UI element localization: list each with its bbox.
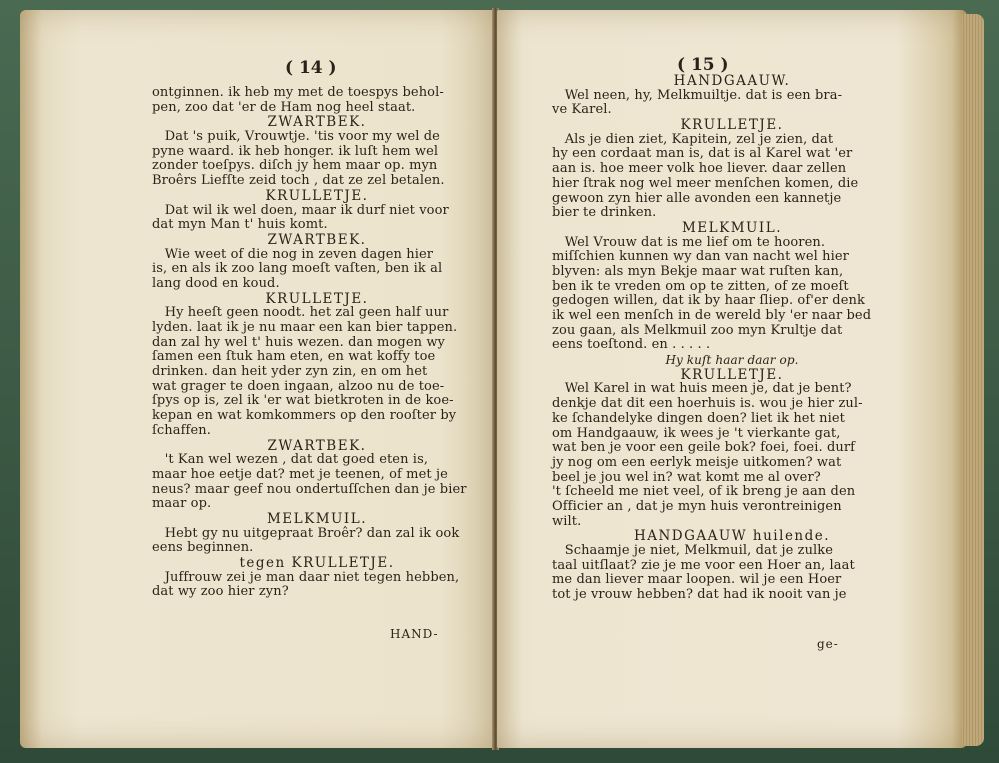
speaker-name: KRULLETJE. [265,290,369,307]
speaker-name: MELKMUIL. [681,219,783,236]
text-line: wat ben je voor een geile bok? foei, foei. durf [552,440,856,456]
text-line: eens beginnen. [152,540,254,556]
catchword-left: HAND- [390,627,439,641]
text-line: 't ſcheeld me niet veel, of ik breng je aan den [552,484,856,500]
text-line: dat myn Man t' huis komt. [152,217,328,233]
text-line: ſpys op is, zel ik 'er wat bietkroten in de koe- [152,393,454,409]
text-line: 't Kan wel wezen , dat dat goed eten is, [152,452,429,468]
text-line: hier ſtrak nog wel meer menſchen komen, die [552,175,859,191]
text-line: neus? maar geef nou ondertuſſchen dan je bier [152,481,467,497]
text-line: dat wy zoo hier zyn? [152,584,289,600]
left-page [20,10,494,748]
text-line: tot je vrouw hebben? dat had ik nooit van je [552,587,847,603]
catchword-right: ge- [817,637,839,651]
text-line: pyne waard. ik heb honger. ik luſt hem wel [152,143,439,159]
text-line: ik wel een menſch in de wereld bly 'er naar bed [552,308,872,323]
stage-direction: Hy kuſt haar daar op. [665,353,799,368]
text-line: Wie weet of die nog in zeven dagen hier [152,246,434,262]
page-edges [962,14,984,746]
speaker-name: ZWARTBEK. [267,114,367,131]
text-line: lyden. laat ik je nu maar een kan bier tappen. [152,320,458,335]
text-line: wat grager te doen ingaan, alzoo nu de toe- [152,378,445,394]
text-line: ben ik te vreden om op te zitten, of ze moeſt [552,278,849,294]
text-line: ontginnen. ik heb my met de toespys behol- [152,85,444,100]
text-line: kepan en wat komkommers op den rooſter by [152,408,457,424]
text-line: beel je jou wel in? wat komt me al over? [552,469,821,485]
text-line: lang dood en koud. [152,275,280,291]
speaker-name: HANDGAAUW. [673,73,791,89]
text-line: zou gaan, als Melkmuil zoo myn Krultje dat [552,322,843,338]
speaker-name: tegen KRULLETJE. [239,555,395,571]
text-line: blyven: als myn Bekje maar wat ruſten kan, [552,263,844,279]
text-line: Dat 's puik, Vrouwtje. 'tis voor my wel de [152,129,440,145]
text-line: Dat wil ik wel doen, maar ik durf niet voor [152,202,449,218]
right-page-text [552,74,912,603]
text-line: drinken. dan heit yder zyn zin, en om het [152,364,428,380]
text-line: Hebt gy nu uitgepraat Broêr? dan zal ik ook [152,525,460,541]
text-line: aan is. hoe meer volk hoe liever. daar zellen [552,161,847,177]
text-line: wilt. [552,513,582,529]
text-line: ke ſchandelyke dingen doen? liet ik het niet [552,410,846,426]
text-line: Officier an , dat je myn huis verontreinigen [552,498,842,514]
left-page-text [152,86,482,600]
text-line: Schaamje je niet, Melkmuil, dat je zulke [552,543,834,558]
text-line: maar hoe eetje dat? met je teenen, of met je [152,466,448,482]
text-line: gewoon zyn hier alle avonden een kannetje [552,190,842,206]
text-line: Wel neen, hy, Melkmuiltje. dat is een bra- [552,87,843,103]
speaker-name: KRULLETJE. [265,187,369,204]
speaker-name: MELKMUIL. [266,510,368,527]
text-line: gedogen willen, dat ik by haar ſliep. of'er denk [552,293,865,309]
text-line: Wel Vrouw dat is me lief om te hooren. [552,234,826,250]
text-line: eens toeſtond. en . . . . . [552,337,711,353]
speaker-name: ZWARTBEK. [267,437,367,454]
text-line: hy een cordaat man is, dat is al Karel wat 'er [552,146,853,162]
page-number-left: ( 14 ) [285,58,337,78]
text-line: zonder toeſpys. diſch jy hem maar op. myn [152,158,438,174]
text-line: Hy heeſt geen noodt. het zal geen half uur [152,305,449,321]
text-line: jy nog om een eerlyk meisje uitkomen? wat [552,454,842,470]
text-line: pen, zoo dat 'er de Ham nog heel staat. [152,99,416,115]
text-line: me dan liever maar loopen. wil je een Hoer [552,572,842,588]
speaker-name: KRULLETJE. [680,366,784,383]
speaker-name: ZWARTBEK. [267,231,367,248]
text-line: denkje dat dit een hoerhuis is. wou je hier zul- [552,396,863,412]
text-line: ſamen een ſtuk ham eten, en wat koffy toe [152,349,436,365]
right-page [497,10,967,748]
speaker-name: HANDGAAUW huilende. [633,528,831,545]
text-line: dan zal hy wel t' huis wezen. dan mogen wy [152,334,445,350]
text-line: miſſchien kunnen wy dan van nacht wel hier [552,249,849,265]
text-line: is, en als ik zoo lang moeſt vaſten, ben ik al [152,261,443,277]
text-line: om Handgaauw, ik wees je 't vierkante gat, [552,425,841,441]
text-line: Juffrouw zei je man daar niet tegen hebben, [152,569,460,585]
text-line: ve Karel. [552,102,612,118]
text-line: Broêrs Liefſte zeid toch , dat ze zel betalen. [152,173,445,189]
speaker-name: KRULLETJE. [680,117,784,134]
text-line: ſchaffen. [152,422,211,438]
text-line: maar op. [152,496,212,512]
page-number-right: ( 15 ) [677,55,729,75]
text-line: Als je dien ziet, Kapitein, zel je zien, dat [552,131,834,147]
text-line: bier te drinken. [552,205,657,221]
text-line: Wel Karel in wat huis meen je, dat je bent? [552,381,852,397]
text-line: taal uitſlaat? zie je me voor een Hoer an, laat [552,557,855,573]
